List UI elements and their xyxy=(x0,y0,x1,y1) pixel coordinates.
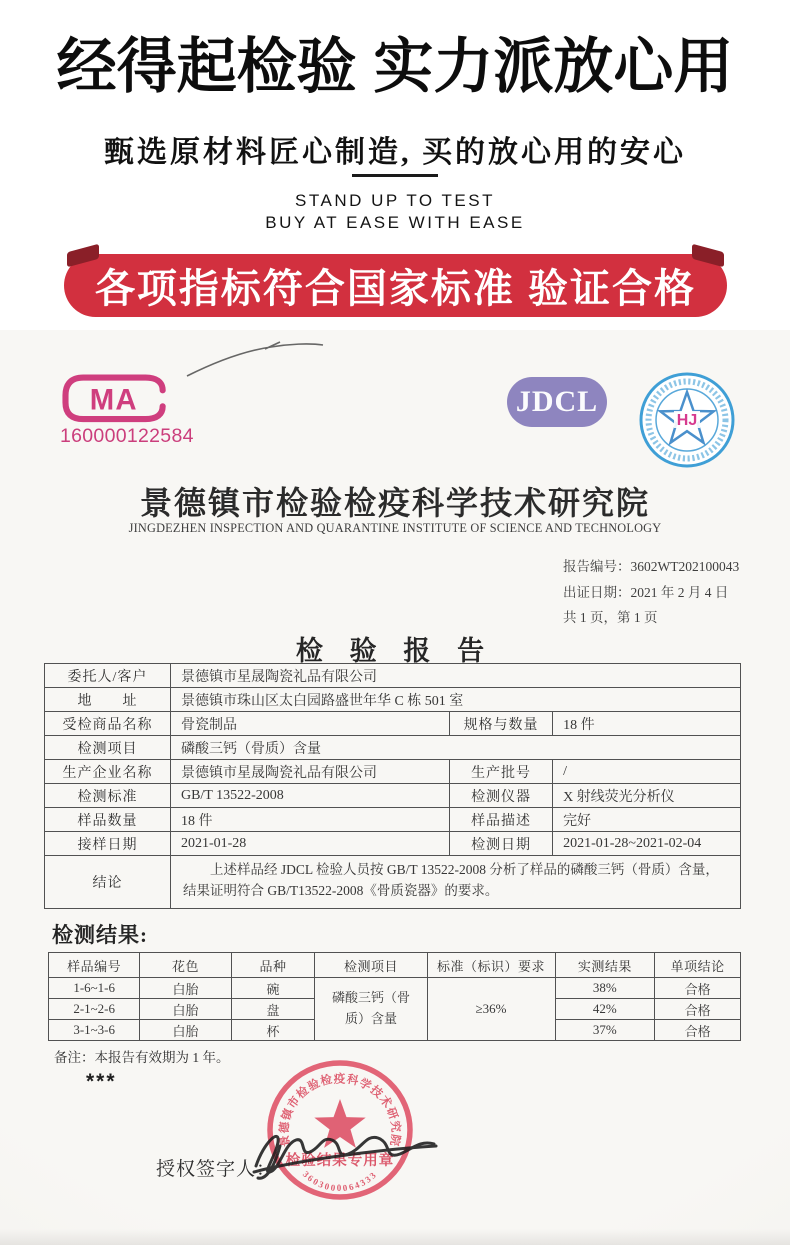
cma-number: 160000122584 xyxy=(60,425,194,447)
stamp-banner-text: 检验结果专用章 xyxy=(285,1153,395,1169)
validity-note: 备注：本报告有效期为 1 年。 xyxy=(54,1050,230,1065)
label-cell: 规格与数量 xyxy=(450,712,553,736)
value-cell: X 射线荧光分析仪 xyxy=(553,784,741,808)
value-cell: 景德镇市星晟陶瓷礼品有限公司 xyxy=(170,664,740,688)
headline: 经得起检验 实力派放心用 xyxy=(56,33,734,100)
authorized-signer-label: 授权签字人： xyxy=(156,1159,277,1180)
label-cell: 结论 xyxy=(45,856,171,909)
sample-cell: 3-1~3-6 xyxy=(49,1020,140,1041)
result-cell: 37% xyxy=(555,1020,655,1041)
result-cell: 42% xyxy=(555,999,655,1020)
results-header-cell: 实测结果 xyxy=(555,953,655,978)
cma-logo xyxy=(60,372,194,448)
scratch-mark xyxy=(185,338,325,383)
info-row-client xyxy=(45,664,741,688)
value-cell: 景德镇市珠山区太白园路盛世年华 C 栋 501 室 xyxy=(170,688,740,712)
report-number-label: 报告编号： xyxy=(563,559,631,574)
institute-name-en: JINGDEZHEN INSPECTION AND QUARANTINE INSTITUTE OF SCIENCE AND TECHNOLOGY xyxy=(128,521,662,535)
label-cell: 样品描述 xyxy=(450,808,553,832)
results-header-cell: 检测项目 xyxy=(315,953,427,978)
verdict-cell: 合格 xyxy=(655,978,741,999)
cma-letters: MA xyxy=(89,383,138,417)
hj-letters: HJ xyxy=(676,412,698,429)
kind-cell: 盘 xyxy=(231,999,315,1020)
test-item-cell: 磷酸三钙（骨质）含量 xyxy=(315,978,427,1041)
label-cell: 样品数量 xyxy=(45,808,171,832)
value-cell: 18 件 xyxy=(170,808,449,832)
cma-mark-icon xyxy=(60,372,170,424)
info-row-dates xyxy=(45,832,741,856)
jdcl-label: JDCL xyxy=(515,385,599,418)
issue-date-line xyxy=(563,580,739,606)
value-cell: 2021-01-28 xyxy=(170,832,449,856)
page-count-line: 共 1 页，第 1 页 xyxy=(563,610,658,626)
label-cell: 委托人/客户 xyxy=(45,664,171,688)
verdict-cell: 合格 xyxy=(655,1020,741,1041)
label-cell: 检测项目 xyxy=(45,736,171,760)
value-cell: 景德镇市星晟陶瓷礼品有限公司 xyxy=(170,760,449,784)
info-row-standard xyxy=(45,784,741,808)
issue-date-value: 2021 年 2 月 4 日 xyxy=(630,584,729,600)
results-header-cell: 花色 xyxy=(140,953,231,978)
value-cell: 18 件 xyxy=(553,712,741,736)
results-header-cell: 标准（标识）要求 xyxy=(427,953,555,978)
certificate-photo xyxy=(0,330,790,1245)
divider-line xyxy=(352,174,438,177)
glaze-cell: 白胎 xyxy=(140,999,231,1020)
sample-cell: 1-6~1-6 xyxy=(49,978,140,999)
standards-banner-text: 各项指标符合国家标准 验证合格 xyxy=(94,267,697,311)
results-header-cell: 品种 xyxy=(231,953,315,978)
value-cell: 骨瓷制品 xyxy=(170,712,449,736)
label-cell: 生产企业名称 xyxy=(45,760,171,784)
signature-scribble xyxy=(250,1116,440,1184)
label-cell: 生产批号 xyxy=(450,760,553,784)
requirement-cell: ≥36% xyxy=(427,978,555,1041)
report-number-value: 3602WT202100043 xyxy=(630,559,740,574)
subheadline: 甄选原材料匠心制造, 买的放心用的安心 xyxy=(104,136,686,169)
results-section-label: 检测结果: xyxy=(52,923,148,947)
conclusion-cell: 上述样品经 JDCL 检验人员按 GB/T 13522-2008 分析了样品的磷酸三钙（骨质）含量，结果证明符合 GB/T13522-2008《骨质瓷器》的要求。 xyxy=(170,856,740,909)
label-cell: 接样日期 xyxy=(45,832,171,856)
result-row xyxy=(49,978,741,999)
english-tagline-1: STAND UP TO TEST xyxy=(295,191,495,210)
value-cell: 2021-01-28~2021-02-04 xyxy=(553,832,741,856)
result-cell: 38% xyxy=(555,978,655,999)
info-row-test-item xyxy=(45,736,741,760)
value-cell: 完好 xyxy=(553,808,741,832)
info-row-conclusion xyxy=(45,856,741,909)
value-cell: GB/T 13522-2008 xyxy=(170,784,449,808)
label-cell: 检测标准 xyxy=(45,784,171,808)
institute-name-cn: 景德镇市检验检疫科学技术研究院 xyxy=(139,485,650,521)
info-table xyxy=(44,663,741,909)
kind-cell: 杯 xyxy=(231,1020,315,1041)
english-tagline-2: BUY AT EASE WITH EASE xyxy=(265,213,525,232)
glaze-cell: 白胎 xyxy=(140,978,231,999)
verdict-cell: 合格 xyxy=(655,999,741,1020)
info-row-quantity xyxy=(45,808,741,832)
value-cell: / xyxy=(553,760,741,784)
results-header-row xyxy=(49,953,741,978)
stamp-arc-text: 景德镇市检验检疫科学技术研究院 xyxy=(278,1073,402,1148)
jdcl-logo xyxy=(507,377,607,427)
asterisks: *** xyxy=(86,1070,117,1093)
info-row-address xyxy=(45,688,741,712)
issue-date-label: 出证日期： xyxy=(563,584,631,600)
hj-badge xyxy=(637,368,737,472)
report-number-line xyxy=(563,554,739,580)
value-cell: 磷酸三钙（骨质）含量 xyxy=(170,736,740,760)
label-cell: 受检商品名称 xyxy=(45,712,171,736)
hj-badge-icon xyxy=(637,368,737,472)
label-cell: 检测仪器 xyxy=(450,784,553,808)
photo-edge-shade xyxy=(0,1229,790,1245)
glaze-cell: 白胎 xyxy=(140,1020,231,1041)
standards-banner xyxy=(64,254,727,317)
stamp-number: 3603000064333 xyxy=(300,1169,380,1194)
results-header-cell: 单项结论 xyxy=(655,953,741,978)
results-header-cell: 样品编号 xyxy=(49,953,140,978)
info-row-producer xyxy=(45,760,741,784)
info-row-product xyxy=(45,712,741,736)
kind-cell: 碗 xyxy=(231,978,315,999)
report-title: 检 验 报 告 xyxy=(295,636,495,666)
results-table xyxy=(48,952,741,1041)
report-meta xyxy=(563,554,739,631)
label-cell: 地 址 xyxy=(45,688,171,712)
label-cell: 检测日期 xyxy=(450,832,553,856)
sample-cell: 2-1~2-6 xyxy=(49,999,140,1020)
